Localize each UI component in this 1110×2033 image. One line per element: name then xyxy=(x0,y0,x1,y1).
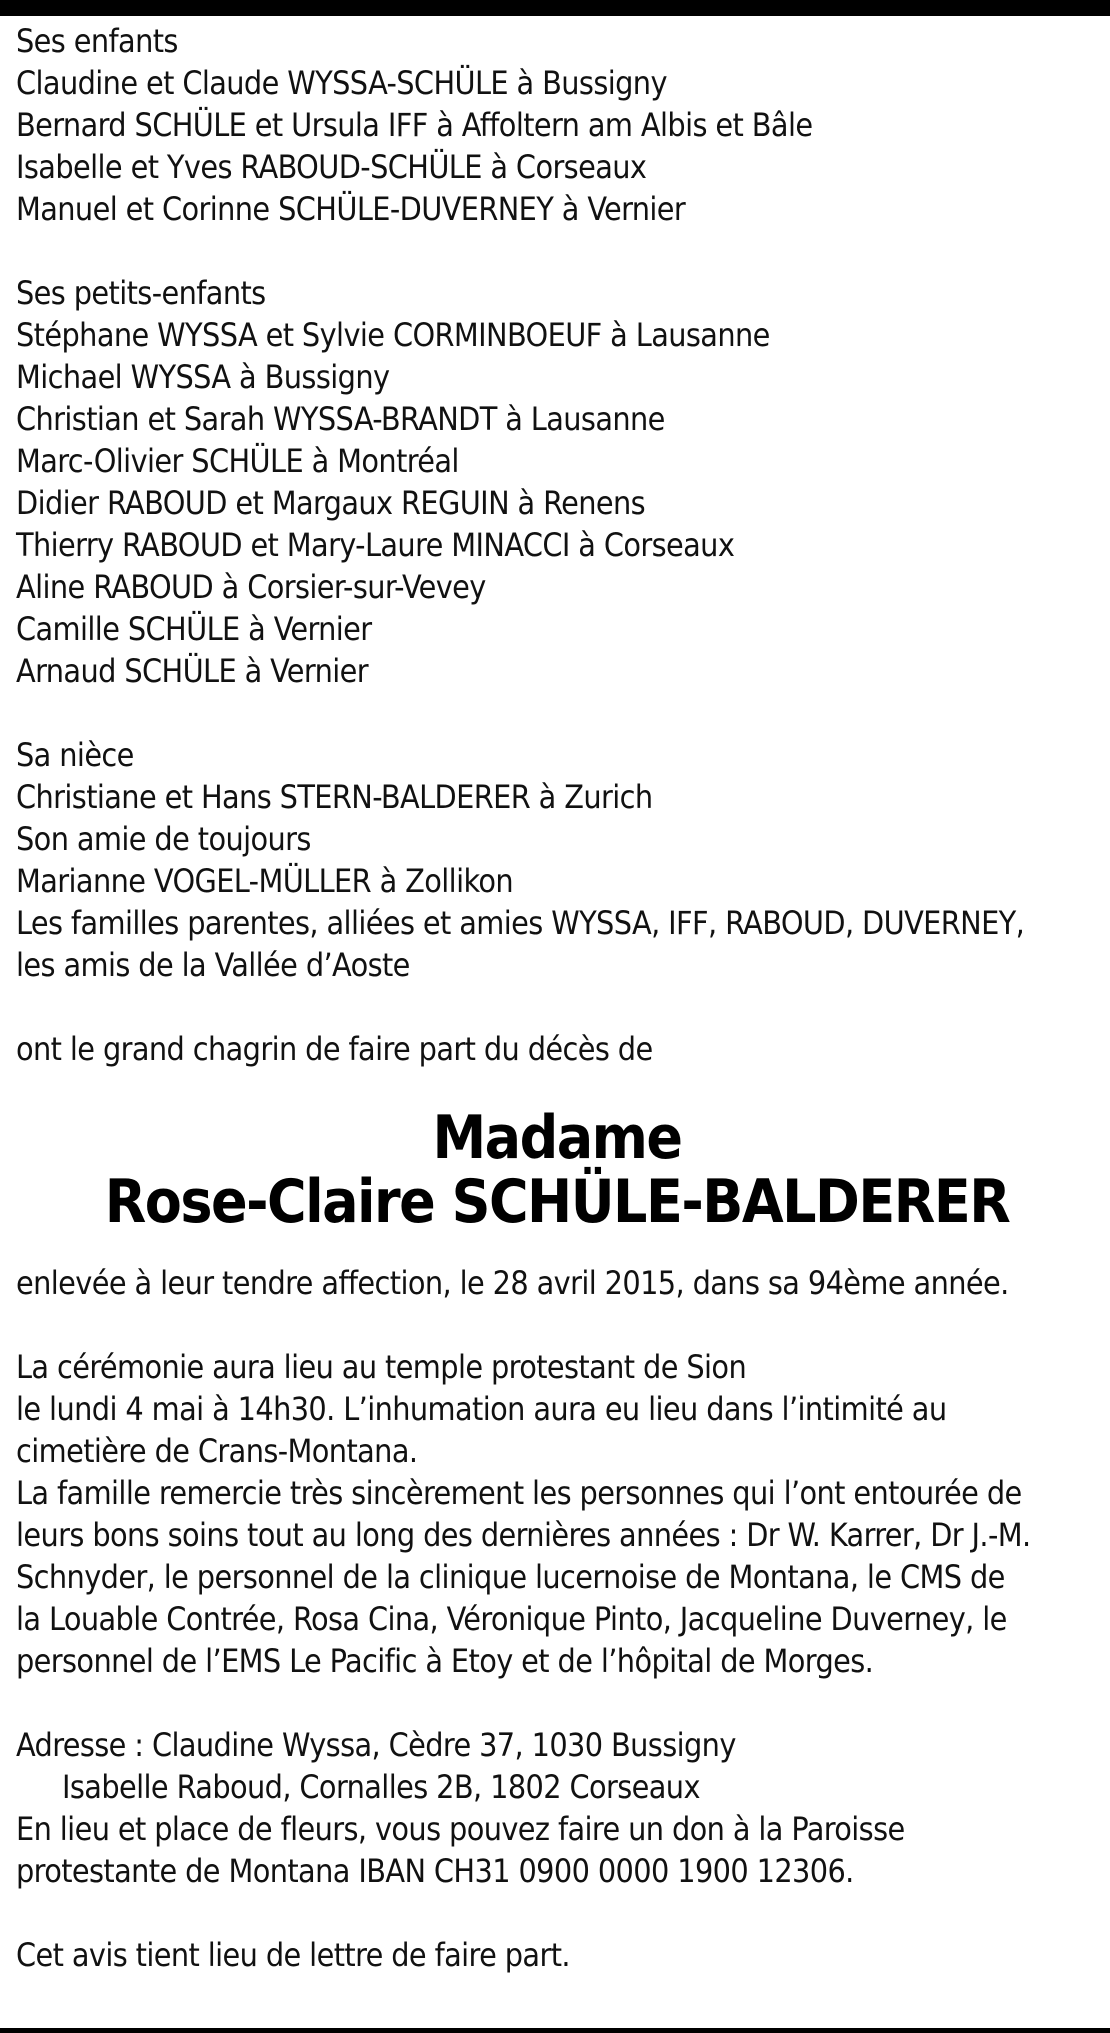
spacer xyxy=(16,1304,1098,1346)
ceremony-line: La cérémonie aura lieu au temple protestant de Sion xyxy=(16,1348,747,1386)
grandchild-line: Thierry RABOUD et Mary-Laure MINACCI à Corseaux xyxy=(16,526,735,564)
thanks-line: Schnyder, le personnel de la clinique lucernoise de Montana, le CMS de xyxy=(16,1558,1005,1596)
announcement-section xyxy=(16,1028,1098,1070)
closing-section xyxy=(16,1934,1098,1976)
address-line: Adresse : Claudine Wyssa, Cèdre 37, 1030 Bussigny xyxy=(16,1726,736,1764)
grandchild-line: Marc-Olivier SCHÜLE à Montréal xyxy=(16,442,459,480)
spacer xyxy=(16,230,1098,272)
grandchild-line: Camille SCHÜLE à Vernier xyxy=(16,610,372,648)
bottom-rule xyxy=(0,2028,1110,2033)
children-heading: Ses enfants xyxy=(16,22,178,60)
ceremony-line: le lundi 4 mai à 14h30. L’inhumation aura eu lieu dans l’intimité au xyxy=(16,1390,947,1428)
spacer xyxy=(16,1892,1098,1934)
passing-text: enlevée à leur tendre affection, le 28 avril 2015, dans sa 94ème année. xyxy=(16,1264,1009,1302)
spacer xyxy=(16,1682,1098,1724)
donation-line: protestante de Montana IBAN CH31 0900 0000 1900 12306. xyxy=(16,1852,854,1890)
ceremony-section xyxy=(16,1346,1098,1682)
thanks-line: leurs bons soins tout au long des dernières années : Dr W. Karrer, Dr J.-M. xyxy=(16,1516,1031,1554)
address-line: Isabelle Raboud, Cornalles 2B, 1802 Corseaux xyxy=(62,1768,700,1806)
top-rule xyxy=(0,0,1110,16)
deceased-name-block xyxy=(16,1103,1098,1237)
relatives-section xyxy=(16,734,1098,986)
grandchild-line: Aline RABOUD à Corsier-sur-Vevey xyxy=(16,568,486,606)
deceased-title: Madame xyxy=(432,1103,682,1173)
grandchild-line: Michael WYSSA à Bussigny xyxy=(16,358,390,396)
grandchild-line: Stéphane WYSSA et Sylvie CORMINBOEUF à Lausanne xyxy=(16,316,770,354)
thanks-line: la Louable Contrée, Rosa Cina, Véronique Pinto, Jacqueline Duverney, le xyxy=(16,1600,1007,1638)
grandchild-line: Didier RABOUD et Margaux REGUIN à Renens xyxy=(16,484,646,522)
families-line: Les familles parentes, alliées et amies WYSSA, IFF, RABOUD, DUVERNEY, xyxy=(16,904,1025,942)
niece-line: Christiane et Hans STERN-BALDERER à Zurich xyxy=(16,778,653,816)
grandchild-line: Arnaud SCHÜLE à Vernier xyxy=(16,652,368,690)
spacer xyxy=(16,986,1098,1028)
families-line: les amis de la Vallée d’Aoste xyxy=(16,946,410,984)
closing-text: Cet avis tient lieu de lettre de faire part. xyxy=(16,1936,570,1974)
child-line: Isabelle et Yves RABOUD-SCHÜLE à Corseaux xyxy=(16,148,647,186)
spacer xyxy=(16,692,1098,734)
thanks-line: La famille remercie très sincèrement les personnes qui l’ont entourée de xyxy=(16,1474,1022,1512)
children-section xyxy=(16,20,1098,230)
donation-line: En lieu et place de fleurs, vous pouvez faire un don à la Paroisse xyxy=(16,1810,905,1848)
announcement-text: ont le grand chagrin de faire part du décès de xyxy=(16,1030,653,1068)
thanks-line: personnel de l’EMS Le Pacific à Etoy et de l’hôpital de Morges. xyxy=(16,1642,874,1680)
child-line: Bernard SCHÜLE et Ursula IFF à Affoltern am Albis et Bâle xyxy=(16,106,813,144)
deceased-name: Rose-Claire SCHÜLE-BALDERER xyxy=(104,1167,1010,1237)
friend-line: Marianne VOGEL-MÜLLER à Zollikon xyxy=(16,862,514,900)
passing-section xyxy=(16,1262,1098,1304)
grandchildren-section xyxy=(16,272,1098,692)
ceremony-line: cimetière de Crans-Montana. xyxy=(16,1432,418,1470)
child-line: Manuel et Corinne SCHÜLE-DUVERNEY à Vernier xyxy=(16,190,686,228)
obituary-notice xyxy=(16,20,1098,1976)
friend-heading: Son amie de toujours xyxy=(16,820,311,858)
child-line: Claudine et Claude WYSSA-SCHÜLE à Bussigny xyxy=(16,64,667,102)
address-section xyxy=(16,1724,1098,1892)
niece-heading: Sa nièce xyxy=(16,736,134,774)
grandchild-line: Christian et Sarah WYSSA-BRANDT à Lausanne xyxy=(16,400,665,438)
grandchildren-heading: Ses petits-enfants xyxy=(16,274,266,312)
